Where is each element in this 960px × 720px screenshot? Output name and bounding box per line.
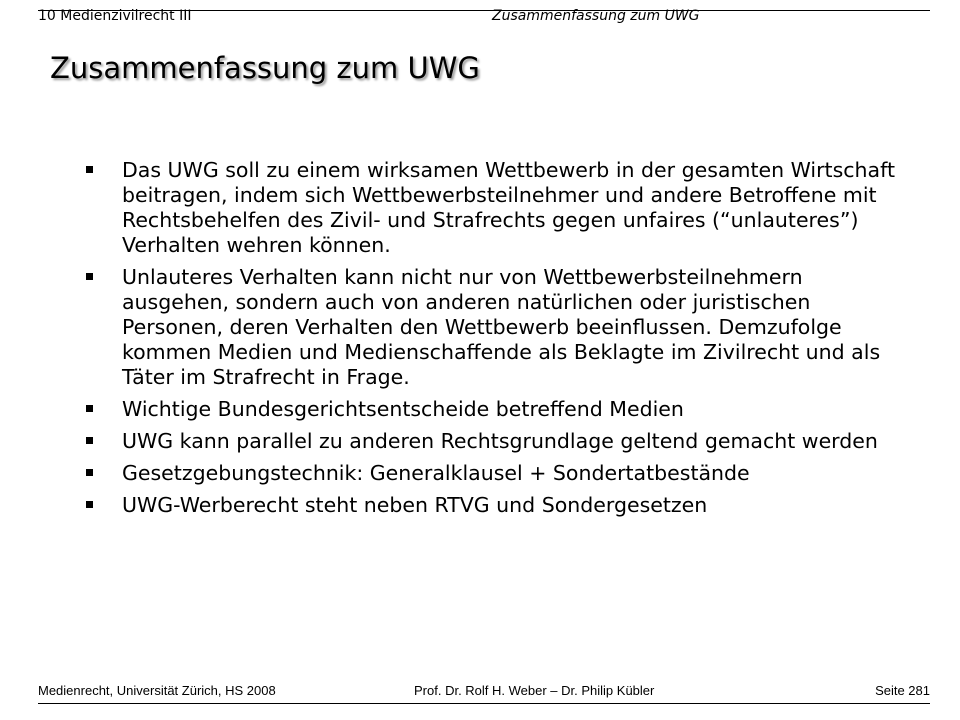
bullet-text: Das UWG soll zu einem wirksamen Wettbewerb in der gesamten Wirtschaft beitragen, indem sich Wettbewerbsteilnehmer und andere Betroffene mit Rechtsbehelfen des Zivil- und Strafrechts gegen unfaires (“unlauteres”) Verhalten wehren können. xyxy=(122,158,895,257)
header-section: Zusammenfassung zum UWG xyxy=(492,8,700,24)
footer-course: Medienrecht, Universität Zürich, HS 2008 xyxy=(38,683,276,698)
bullet-text: Gesetzgebungstechnik: Generalklausel + Sondertatbestände xyxy=(122,461,750,485)
bullet-text: Unlauteres Verhalten kann nicht nur von Wettbewerbsteilnehmern ausgehen, sondern auch von anderen natürlichen oder juristischen Personen, deren Verhalten den Wettbewerb beeinflussen. Demzufolge kommen Medien und Medienschaffende als Beklagte im Zivilrecht und als Täter im Strafrecht in Frage. xyxy=(122,265,881,389)
slide-content xyxy=(80,158,900,525)
square-bullet-icon xyxy=(86,501,93,508)
bullet-text: Wichtige Bundesgerichtsentscheide betreffend Medien xyxy=(122,397,684,421)
square-bullet-icon xyxy=(86,273,93,280)
bullet-list xyxy=(80,158,900,518)
bullet-item xyxy=(80,493,900,518)
footer-page-number: Seite 281 xyxy=(875,683,930,698)
square-bullet-icon xyxy=(86,437,93,444)
square-bullet-icon xyxy=(86,405,93,412)
header-chapter: 10 Medienzivilrecht III xyxy=(38,8,192,24)
header-divider xyxy=(38,10,930,11)
bullet-item xyxy=(80,461,900,486)
bullet-item xyxy=(80,429,900,454)
bullet-text: UWG kann parallel zu anderen Rechtsgrundlage geltend gemacht werden xyxy=(122,429,878,453)
footer-authors: Prof. Dr. Rolf H. Weber – Dr. Philip Kübler xyxy=(414,683,655,698)
bullet-item xyxy=(80,158,900,258)
square-bullet-icon xyxy=(86,469,93,476)
footer-divider xyxy=(38,703,930,704)
slide-title: Zusammenfassung zum UWG xyxy=(50,51,480,85)
bullet-item xyxy=(80,397,900,422)
bullet-text: UWG-Werberecht steht neben RTVG und Sondergesetzen xyxy=(122,493,708,517)
square-bullet-icon xyxy=(86,166,93,173)
bullet-item xyxy=(80,265,900,390)
